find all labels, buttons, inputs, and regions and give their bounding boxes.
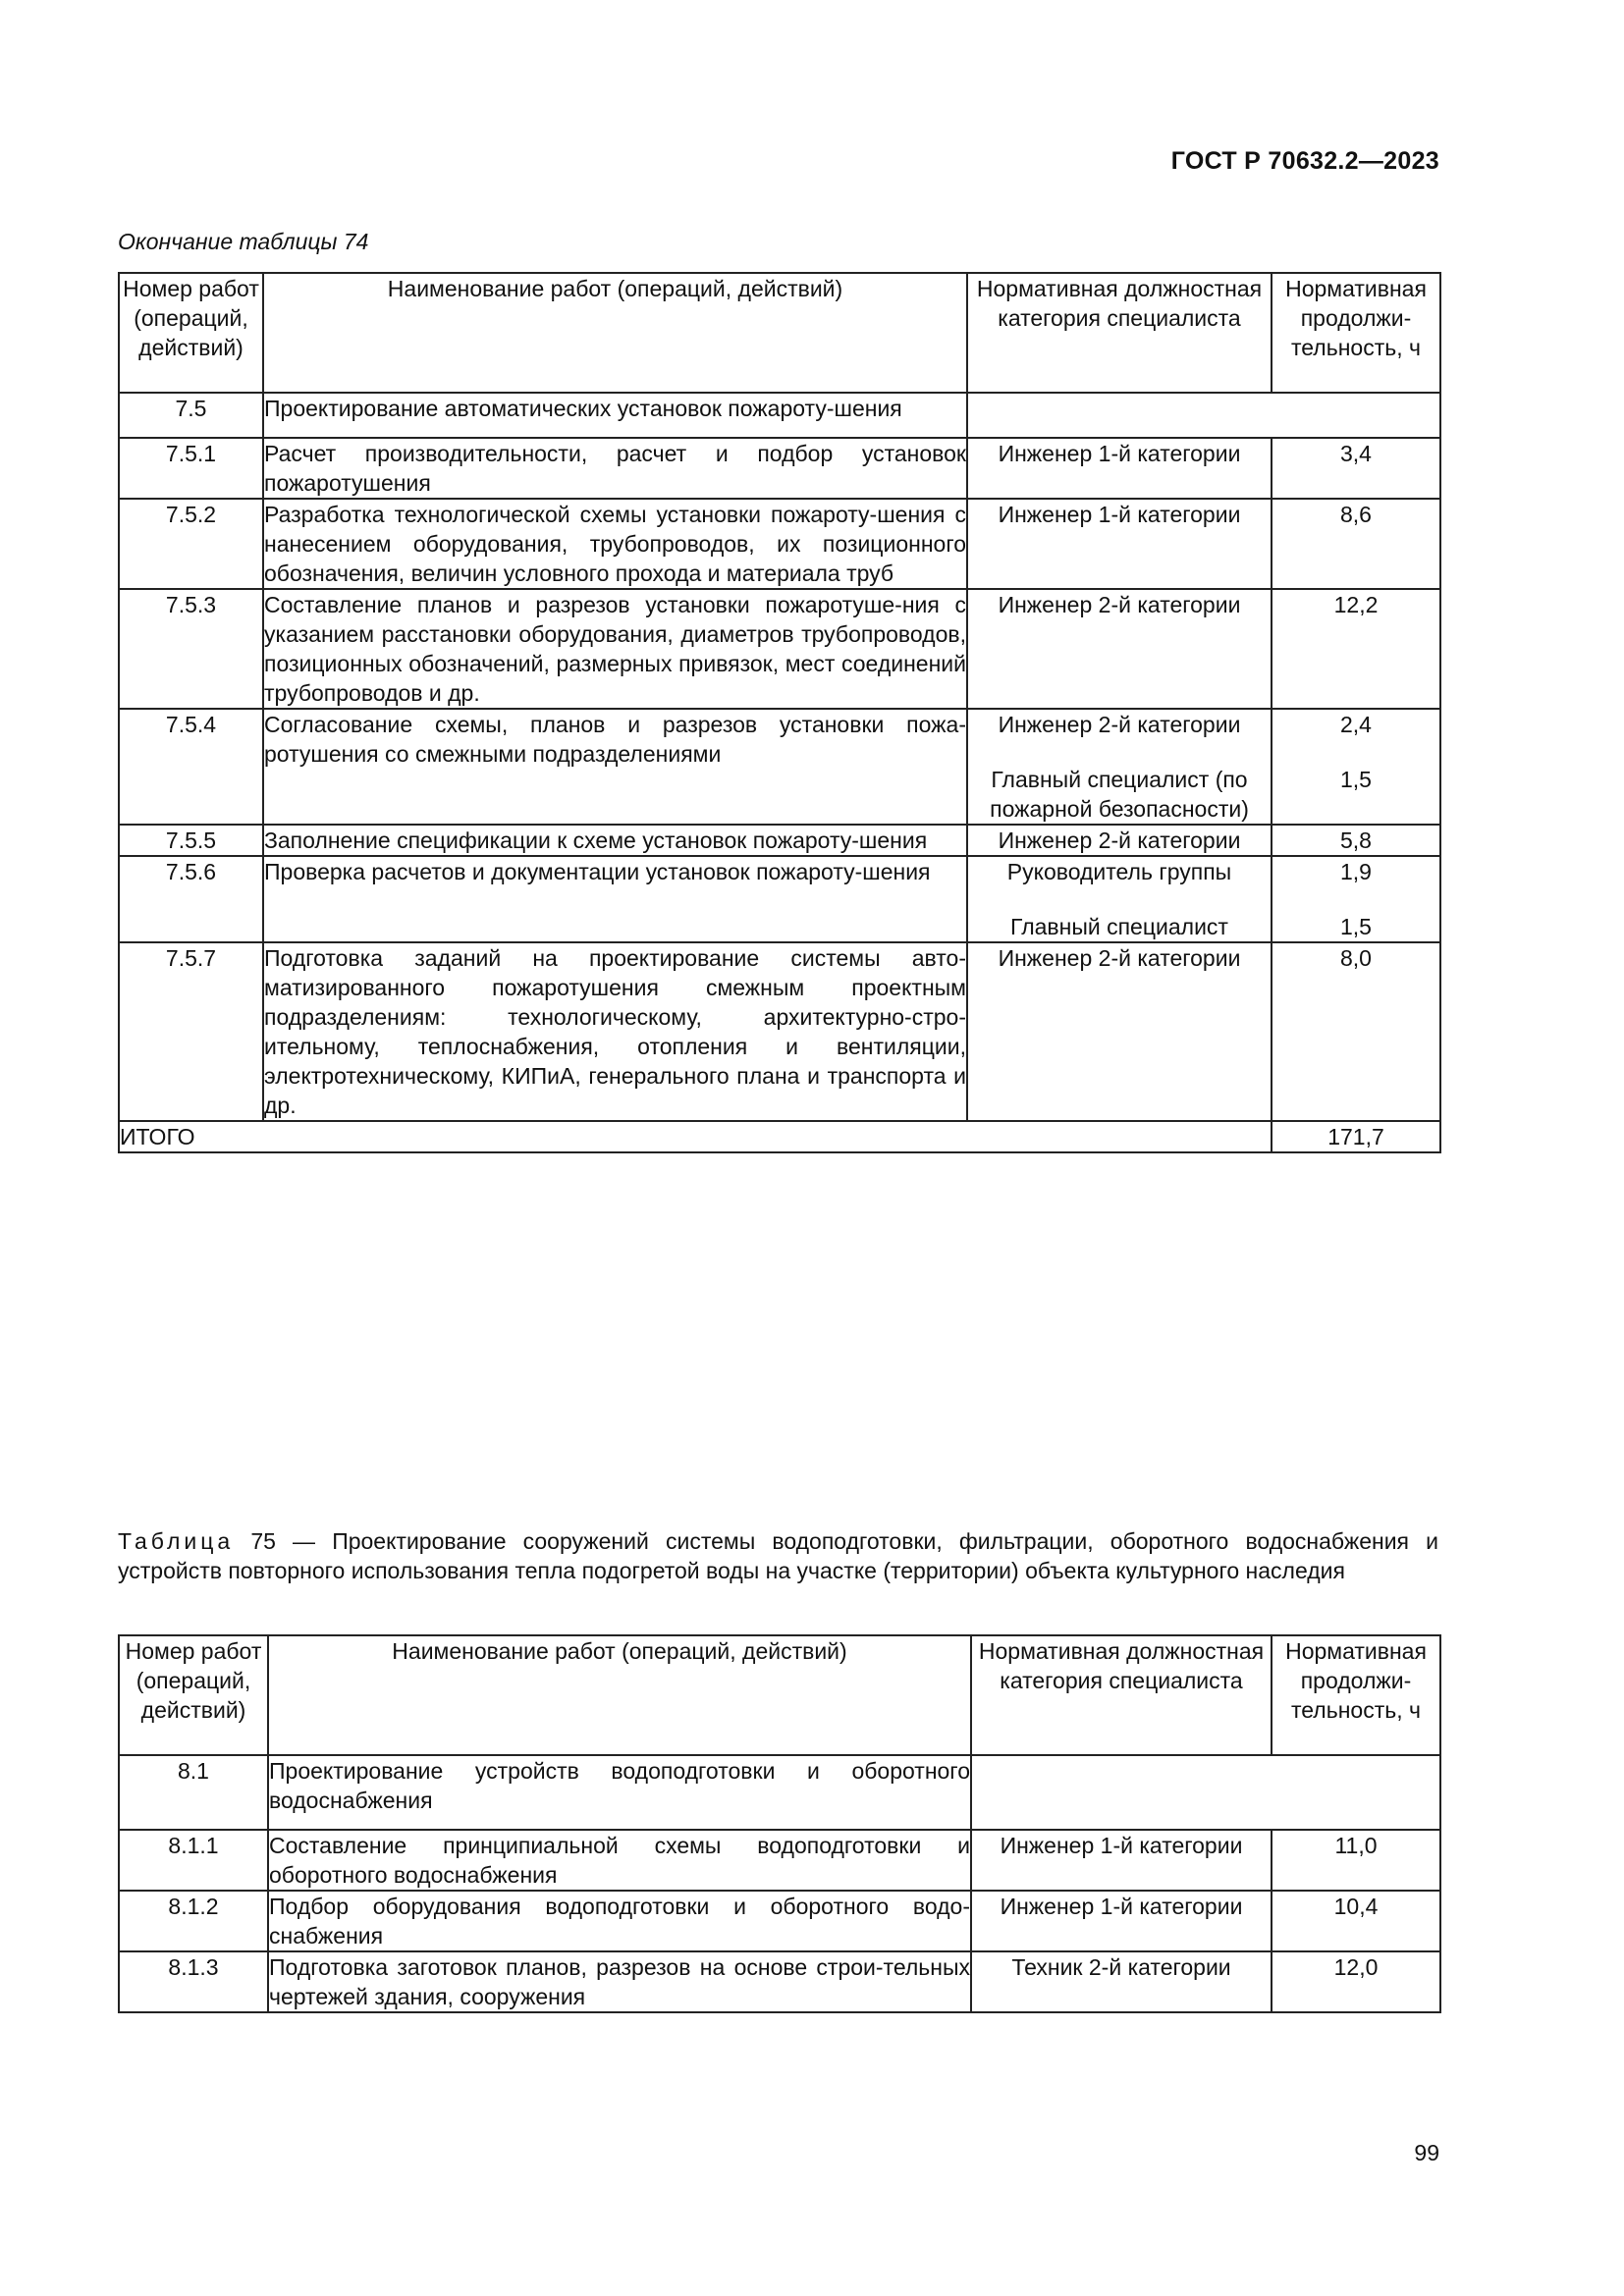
row-work-name: Подготовка заданий на проектирование системы авто-матизированного пожаротушения смежным проектным подразделениям: технологическому, архитектурно-стро-ительному, теплоснабжения, отопления и вентиляции, электротехническому, КИПиА, генерального плана и транспорта и др. <box>263 942 967 1121</box>
category-value: Инженер 1-й категории <box>998 502 1241 527</box>
row-number: 7.5.3 <box>119 589 263 709</box>
row-category <box>967 856 1272 942</box>
row-number: 7.5.4 <box>119 709 263 825</box>
duration-value: 3,4 <box>1340 441 1372 466</box>
row-number: 8.1.1 <box>119 1830 268 1891</box>
header-duration: Нормативная продолжи-тельность, ч <box>1272 273 1440 393</box>
category-value: Главный специалист <box>1010 914 1228 939</box>
row-number: 7.5.2 <box>119 499 263 589</box>
row-duration <box>1272 589 1440 709</box>
row-category <box>971 1830 1272 1891</box>
table-row <box>119 1755 1440 1830</box>
row-work-name: Проектирование автоматических установок пожароту-шения <box>263 393 967 438</box>
row-work-name: Составление принципиальной схемы водоподготовки и оборотного водоснабжения <box>268 1830 971 1891</box>
row-number: 7.5.5 <box>119 825 263 856</box>
row-empty-cell <box>967 393 1440 438</box>
table-75-title-text: 75 — Проектирование сооружений системы водоподготовки, фильтрации, оборотного водоснабжения и устройств повторного использования тепла подогретой воды на участке (территории) объекта культурного наследия <box>118 1528 1438 1583</box>
table-row <box>119 942 1440 1121</box>
row-number: 8.1 <box>119 1755 268 1830</box>
table-row <box>119 393 1440 438</box>
table-row <box>119 709 1440 825</box>
category-value: Инженер 2-й категории <box>998 712 1241 737</box>
row-duration <box>1272 1830 1440 1891</box>
row-category <box>971 1951 1272 2012</box>
row-work-name: Проверка расчетов и документации установок пожароту-шения <box>263 856 967 942</box>
row-category <box>967 942 1272 1121</box>
category-value: Главный специалист (по пожарной безопасности) <box>990 767 1249 822</box>
duration-value: 1,9 <box>1340 859 1372 884</box>
category-value: Техник 2-й категории <box>1011 1954 1231 1980</box>
category-value: Инженер 1-й категории <box>1000 1894 1243 1919</box>
duration-value: 8,6 <box>1340 502 1372 527</box>
category-value: Руководитель группы <box>1006 859 1232 884</box>
row-category <box>971 1891 1272 1951</box>
duration-value: 5,8 <box>1340 828 1372 853</box>
spacer <box>968 739 1271 765</box>
total-row <box>119 1121 1440 1152</box>
duration-value: 12,0 <box>1333 1954 1379 1980</box>
row-duration <box>1272 709 1440 825</box>
category-value: Инженер 2-й категории <box>998 592 1241 617</box>
row-work-name: Подбор оборудования водоподготовки и оборотного водо-снабжения <box>268 1891 971 1951</box>
table-74 <box>118 272 1441 1153</box>
category-value: Инженер 1-й категории <box>1000 1833 1243 1858</box>
spacer <box>1272 886 1439 912</box>
row-duration <box>1272 825 1440 856</box>
row-empty-cell <box>971 1755 1440 1830</box>
header-category: Нормативная должностная категория специалиста <box>967 273 1272 393</box>
header-category: Нормативная должностная категория специалиста <box>971 1635 1272 1755</box>
header-number: Номер работ (операций, действий) <box>119 1635 268 1755</box>
table-row <box>119 438 1440 499</box>
header-name: Наименование работ (операций, действий) <box>263 273 967 393</box>
table-75-title-prefix: Таблица <box>118 1528 235 1554</box>
table-row <box>119 856 1440 942</box>
duration-value: 1,5 <box>1340 767 1372 792</box>
duration-value: 11,0 <box>1334 1833 1378 1858</box>
row-work-name: Составление планов и разрезов установки пожаротуше-ния с указанием расстановки оборудования, диаметров трубопроводов, позиционных обозначений, размерных привязок, мест соединений трубопроводов и др. <box>263 589 967 709</box>
header-name: Наименование работ (операций, действий) <box>268 1635 971 1755</box>
row-duration <box>1272 499 1440 589</box>
header-number: Номер работ (операций, действий) <box>119 273 263 393</box>
row-number: 8.1.3 <box>119 1951 268 2012</box>
category-value: Инженер 2-й категории <box>998 828 1241 853</box>
table-row <box>119 1830 1440 1891</box>
document-code: ГОСТ Р 70632.2—2023 <box>1170 147 1439 175</box>
row-category <box>967 825 1272 856</box>
duration-value: 1,5 <box>1340 914 1372 939</box>
table-row <box>119 499 1440 589</box>
total-label: ИТОГО <box>119 1121 1272 1152</box>
row-number: 8.1.2 <box>119 1891 268 1951</box>
row-work-name: Заполнение спецификации к схеме установок пожароту-шения <box>263 825 967 856</box>
duration-value: 12,2 <box>1333 592 1379 617</box>
page-number: 99 <box>1414 2140 1439 2165</box>
row-category <box>967 589 1272 709</box>
row-number: 7.5.1 <box>119 438 263 499</box>
row-work-name: Согласование схемы, планов и разрезов установки пожа-ротушения со смежными подразделениями <box>263 709 967 825</box>
table-row <box>119 1951 1440 2012</box>
row-duration <box>1272 438 1440 499</box>
category-value: Инженер 1-й категории <box>998 441 1241 466</box>
row-duration <box>1272 1891 1440 1951</box>
duration-value: 2,4 <box>1340 712 1372 737</box>
table-row <box>119 1891 1440 1951</box>
spacer <box>968 886 1271 912</box>
row-number: 7.5 <box>119 393 263 438</box>
duration-value: 10,4 <box>1333 1894 1379 1919</box>
table-75 <box>118 1634 1441 2013</box>
row-work-name: Проектирование устройств водоподготовки и оборотного водоснабжения <box>268 1755 971 1830</box>
duration-value: 8,0 <box>1340 945 1372 971</box>
header-duration: Нормативная продолжи-тельность, ч <box>1272 1635 1440 1755</box>
row-duration <box>1272 856 1440 942</box>
row-category <box>967 438 1272 499</box>
row-number: 7.5.7 <box>119 942 263 1121</box>
total-value: 171,7 <box>1272 1121 1440 1152</box>
table-75-title <box>118 1526 1438 1585</box>
table-row <box>119 589 1440 709</box>
row-duration <box>1272 1951 1440 2012</box>
row-category <box>967 709 1272 825</box>
category-value: Инженер 2-й категории <box>998 945 1241 971</box>
row-number: 7.5.6 <box>119 856 263 942</box>
row-work-name: Разработка технологической схемы установки пожароту-шения с нанесением оборудования, трубопроводов, их позиционного обозначения, величин условного прохода и материала труб <box>263 499 967 589</box>
row-category <box>967 499 1272 589</box>
table-row <box>119 825 1440 856</box>
spacer <box>1272 739 1439 765</box>
row-work-name: Подготовка заготовок планов, разрезов на основе строи-тельных чертежей здания, сооружения <box>268 1951 971 2012</box>
row-duration <box>1272 942 1440 1121</box>
table-74-caption: Окончание таблицы 74 <box>118 229 369 254</box>
row-work-name: Расчет производительности, расчет и подбор установок пожаротушения <box>263 438 967 499</box>
